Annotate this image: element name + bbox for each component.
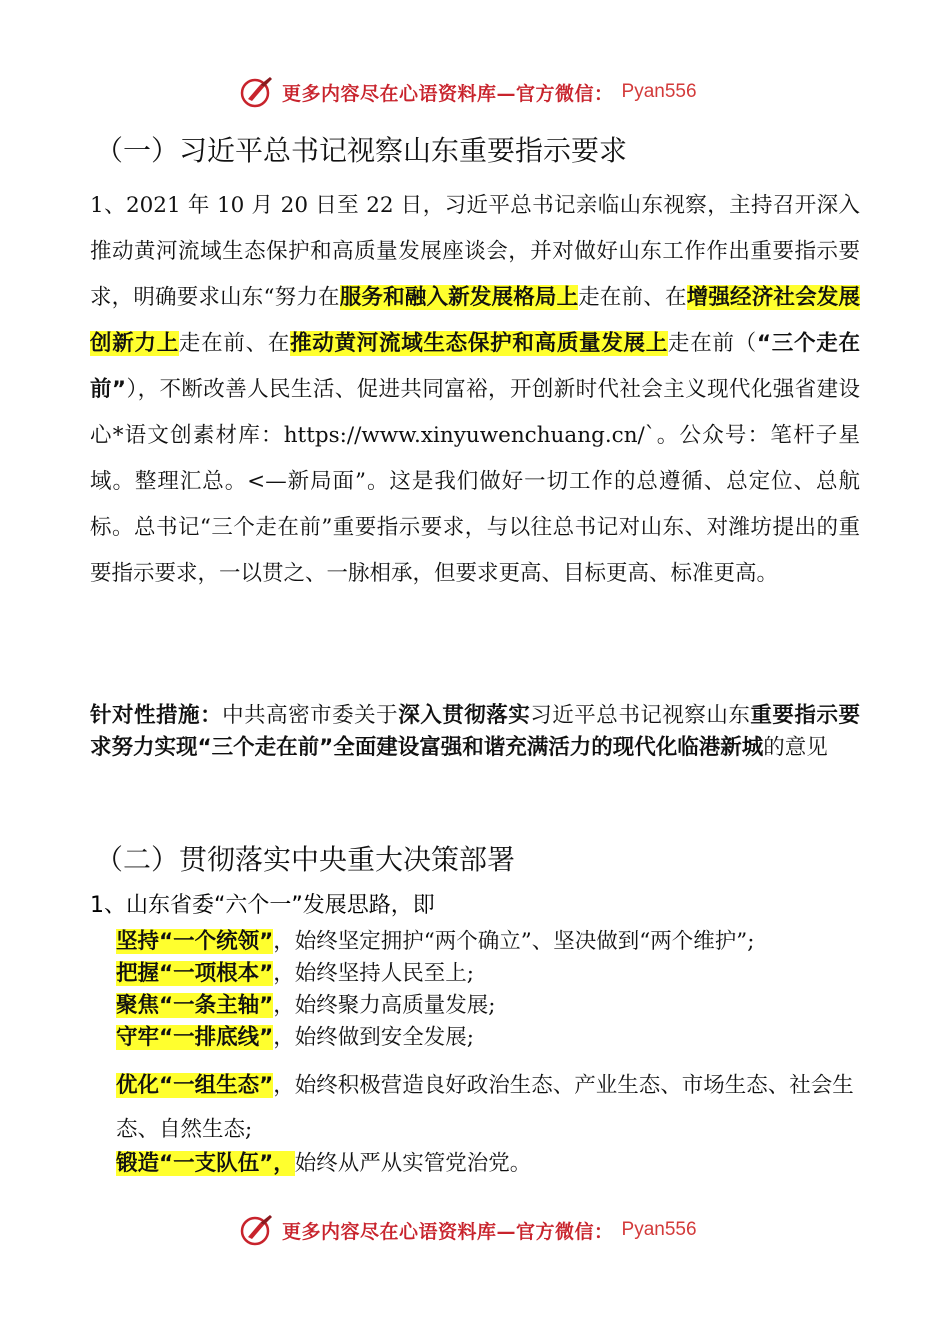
watermark-id: Pyan556 <box>621 81 697 102</box>
highlighted-phrase: 推动黄河流域生态保护和高质量发展上 <box>290 331 668 356</box>
intro-rest: ，即 <box>390 893 435 918</box>
watermark-header <box>240 74 760 110</box>
item-text: ，始终积极营造良好政治生态、产业生态、市场生态、社会生态、自然生态; <box>116 1073 854 1142</box>
list-item <box>116 1064 876 1152</box>
bold-phrase: 深入贯彻落实 <box>398 703 531 728</box>
section2-title: （二）贯彻落实中央重大决策部署 <box>95 843 516 876</box>
item-label: 锻造“一支队伍”， <box>116 1151 295 1176</box>
bold-phrase: 重要指示要求努力实现“三个走在前”全面建设富强和谐充满活力的现代化临港新城 <box>90 703 860 760</box>
text-run: ），不断改善人民生活、促进共同富裕，开创新时代社会主义现代化强省建设心*语文创素材库：https://www.xinyuwenchuang.cn/`。公众号：笔杆子星域。整理汇总。<—新局面”。这是我们做好一切工作的总遵循、总定位、总航标。总书记“三个走在前”重要指示要求，与以往总书记对山东、对潍坊提出的重要指示要求，一以贯之、一脉相承，但要求更高、目标更高、标准更高。 <box>90 377 860 586</box>
highlighted-phrase: 服务和融入新发展格局上 <box>339 285 579 310</box>
bold-phrase: “三个走在前” <box>90 331 860 402</box>
list-item <box>116 926 876 958</box>
watermark-id: Pyan556 <box>621 1219 697 1240</box>
principles-list-continued <box>116 1064 876 1152</box>
measures-paragraph <box>90 700 860 764</box>
section1-title: （一）习近平总书记视察山东重要指示要求 <box>95 134 628 167</box>
text-run: 走在前、在 <box>578 285 687 310</box>
item-text: ，始终坚持人民至上; <box>273 961 475 986</box>
watermark-text: 更多内容尽在心语资料库—官方微信： <box>282 1220 614 1243</box>
text-run: 的意见 <box>763 735 828 760</box>
text-run: 走在前（ <box>667 331 757 356</box>
item-label: 把握“一项根本” <box>116 961 274 986</box>
section2-intro <box>90 890 890 922</box>
text-run: 走在前、在 <box>178 331 291 356</box>
text-run: 习近平总书记视察山东 <box>530 703 751 728</box>
item-label: 守牢“一排底线” <box>116 1025 274 1050</box>
list-item <box>116 990 876 1022</box>
item-text: ，始终做到安全发展; <box>273 1025 475 1050</box>
highlighted-phrase: 增强经济社会发展创新力上 <box>90 285 860 356</box>
item-label: 聚焦“一条主轴” <box>116 993 274 1018</box>
brush-logo-icon <box>240 75 274 109</box>
item-text: 始终从严从实管党治党。 <box>294 1151 532 1176</box>
text-run: 1、2021 年 10 月 20 日至 22 日，习近平总书记亲临山东视察，主持召开深入推动黄河流域生态保护和高质量发展座谈会，并对做好山东工作作出重要指示要求，明确要求山东“努力在 <box>90 193 860 310</box>
item-text: ，始终聚力高质量发展; <box>273 993 496 1018</box>
bold-phrase: 针对性措施： <box>90 703 223 728</box>
principles-list <box>116 926 876 1054</box>
text-run: 中共高密市委关于 <box>222 703 399 728</box>
item-label: 优化“一组生态” <box>116 1073 274 1098</box>
list-item <box>116 958 876 990</box>
watermark-text: 更多内容尽在心语资料库—官方微信： <box>282 82 614 105</box>
list-item <box>116 1148 876 1180</box>
watermark-footer <box>240 1212 760 1248</box>
item-text: ，始终坚定拥护“两个确立”、坚决做到“两个维护”; <box>273 929 755 954</box>
list-item <box>116 1022 876 1054</box>
brush-logo-icon <box>240 1213 274 1247</box>
principles-list-final <box>116 1148 876 1180</box>
section1-paragraph <box>90 183 860 597</box>
intro-lead: 1、山东省委“六个一”发展思路 <box>90 893 391 918</box>
item-label: 坚持“一个统领” <box>116 929 274 954</box>
